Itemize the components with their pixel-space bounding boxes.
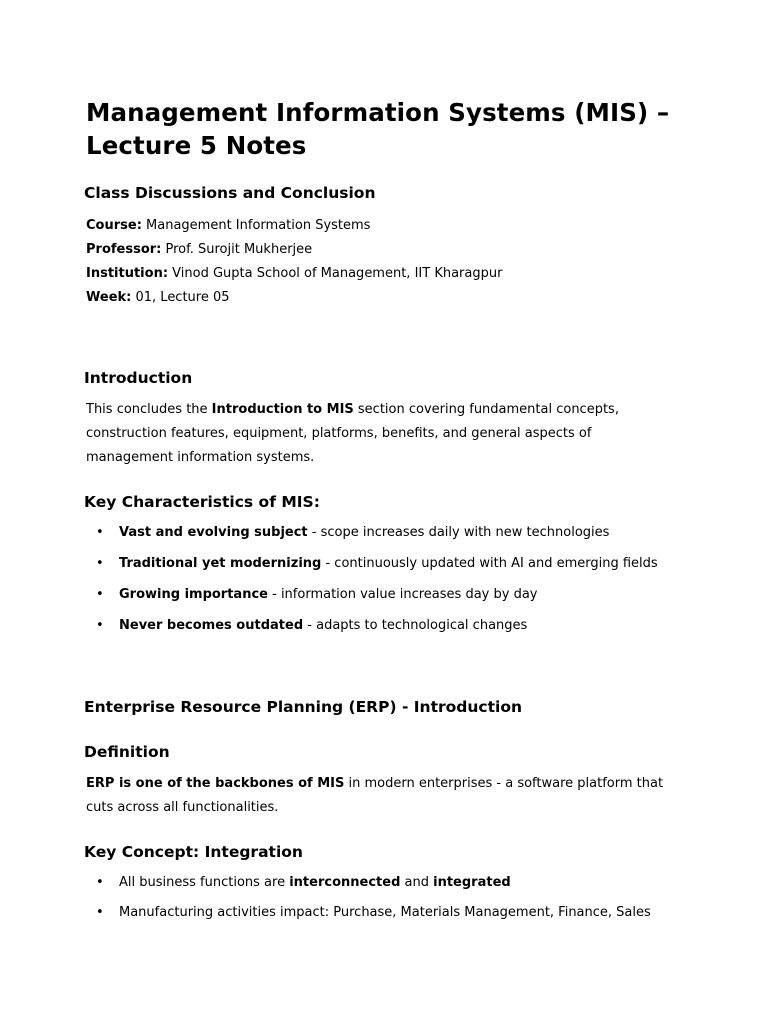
characteristics-list: [86, 521, 686, 638]
list-item: [86, 871, 686, 895]
list-item-bold: Never becomes outdated: [119, 618, 304, 633]
definition-text-line-2: cuts across all functionalities.: [86, 800, 279, 815]
section-heading-erp: Enterprise Resource Planning (ERP) - Introduction: [84, 698, 523, 716]
course-value: Management Information Systems: [141, 218, 371, 233]
bullet-icon: •: [96, 587, 104, 602]
section-heading-class-discussions: Class Discussions and Conclusion: [84, 184, 376, 202]
list-item: [86, 521, 686, 545]
professor-label: Professor:: [86, 242, 162, 257]
bullet-icon: •: [96, 525, 104, 540]
institution-value: Vinod Gupta School of Management, IIT Kharagpur: [168, 266, 503, 281]
week-label: Week:: [86, 290, 132, 305]
list-item: [86, 901, 686, 925]
bullet-icon: •: [96, 556, 104, 571]
list-item-text: - adapts to technological changes: [303, 618, 528, 633]
section-heading-definition: Definition: [84, 743, 170, 761]
title-line-2: Lecture 5 Notes: [86, 131, 307, 160]
section-heading-integration: Key Concept: Integration: [84, 843, 303, 861]
definition-bold: ERP is one of the backbones of MIS: [86, 776, 345, 791]
list-item: [86, 552, 686, 576]
list-item-text: - continuously updated with AI and emerging fields: [321, 556, 658, 571]
week-line: [86, 286, 686, 310]
bullet-icon: •: [96, 905, 104, 920]
document-page: [86, 96, 686, 925]
list-item-bold: Growing importance: [119, 587, 268, 602]
list-item: [86, 614, 686, 638]
institution-label: Institution:: [86, 266, 169, 281]
course-line: [86, 214, 686, 238]
definition-paragraph: [86, 772, 686, 820]
intro-text-line-3: management information systems.: [86, 450, 315, 465]
list-item-text: - information value increases day by day: [267, 587, 538, 602]
professor-line: [86, 238, 686, 262]
definition-text: in modern enterprises - a software platform that: [344, 776, 664, 791]
list-item-bold: Traditional yet modernizing: [119, 556, 322, 571]
document-title: [86, 96, 686, 162]
integration-list: [86, 871, 686, 925]
integration-bold-1: interconnected: [289, 875, 401, 890]
bullet-icon: •: [96, 875, 104, 890]
list-item: [86, 583, 686, 607]
section-heading-introduction: Introduction: [84, 369, 193, 387]
course-label: Course:: [86, 218, 142, 233]
intro-text-line-2: construction features, equipment, platforms, benefits, and general aspects of: [86, 426, 592, 441]
list-item-text: - scope increases daily with new technologies: [307, 525, 610, 540]
intro-text-before: This concludes the: [86, 402, 212, 417]
title-line-1: Management Information Systems (MIS) –: [86, 98, 670, 127]
intro-text-bold: Introduction to MIS: [211, 402, 354, 417]
institution-line: [86, 262, 686, 286]
course-metadata: [86, 214, 686, 310]
section-heading-key-characteristics: Key Characteristics of MIS:: [84, 493, 320, 511]
integration-bold-2: integrated: [433, 875, 511, 890]
week-value: 01, Lecture 05: [131, 290, 230, 305]
bullet-icon: •: [96, 618, 104, 633]
intro-text-after: section covering fundamental concepts,: [353, 402, 619, 417]
integration-text-2: Manufacturing activities impact: Purchase, Materials Management, Finance, Sales: [119, 905, 651, 920]
introduction-paragraph: [86, 398, 686, 470]
list-item-bold: Vast and evolving subject: [119, 525, 308, 540]
professor-value: Prof. Surojit Mukherjee: [161, 242, 313, 257]
integration-text-pre: All business functions are: [119, 875, 290, 890]
integration-text-mid: and: [400, 875, 434, 890]
